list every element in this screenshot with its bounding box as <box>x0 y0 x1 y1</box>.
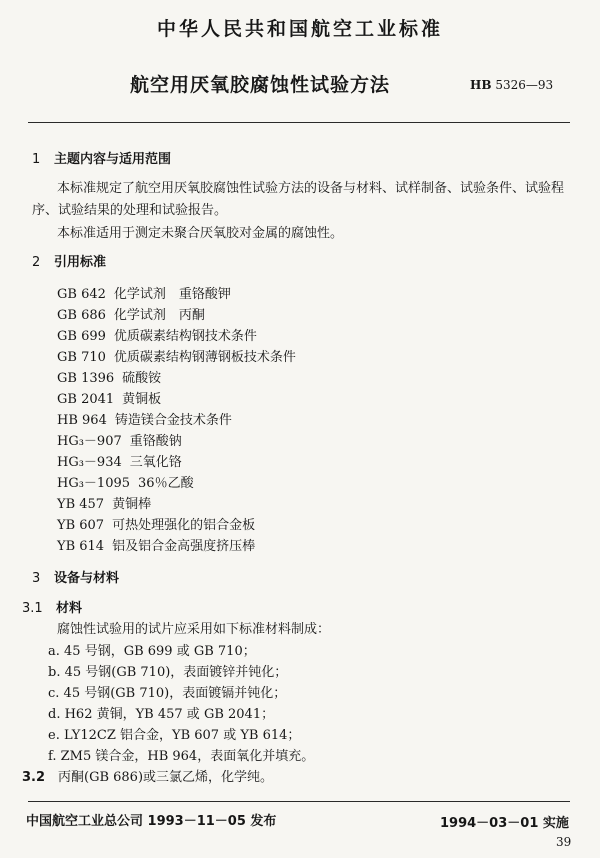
section-1-para-1-line-2: 序、试验结果的处理和试验报告。 <box>32 203 228 218</box>
material-item: c. 45 号钢(GB 710)，表面镀镉并钝化； <box>48 686 287 701</box>
header-rule <box>28 122 570 123</box>
section-2-heading <box>32 251 106 270</box>
reference-title: 黄铜棒 <box>112 497 152 512</box>
reference-code: GB 710 <box>57 350 106 365</box>
reference-code: YB 457 <box>57 497 105 512</box>
reference-item <box>57 451 182 470</box>
reference-title: 优质碳素结构钢薄钢板技术条件 <box>113 350 296 365</box>
reference-item <box>57 283 231 302</box>
reference-item <box>57 388 161 407</box>
material-item: e. LY12CZ 铝合金，YB 607 或 YB 614； <box>48 728 301 743</box>
reference-code: HB 964 <box>57 413 107 428</box>
reference-item <box>57 304 205 323</box>
reference-code: HG₃－934 <box>57 455 122 470</box>
section-3-heading <box>32 567 119 586</box>
material-item: f. ZM5 镁合金，HB 964，表面氧化并填充。 <box>48 749 315 764</box>
reference-item <box>57 430 182 449</box>
section-1-heading <box>32 148 171 167</box>
reference-item <box>57 409 232 428</box>
subsection-3-1-title: 材料 <box>56 601 83 616</box>
reference-code: GB 2041 <box>57 392 115 407</box>
reference-item <box>57 535 255 554</box>
reference-code: GB 642 <box>57 287 106 302</box>
section-3-number: 3 <box>32 571 41 586</box>
reference-title: 可热处理强化的铝合金板 <box>112 518 256 533</box>
section-1-para-1-line-1: 本标准规定了航空用厌氧胶腐蚀性试验方法的设备与材料、试样制备、试验条件、试验程 <box>57 181 565 196</box>
subsection-3-2 <box>22 766 273 785</box>
issuer-line: 中国航空工业总公司 1993－11－05 发布 <box>26 814 277 829</box>
subsection-3-2-text: 丙酮(GB 686)或三氯乙烯，化学纯。 <box>58 770 274 785</box>
effective-date: 1994－03－01 实施 <box>440 816 569 831</box>
document-title: 航空用厌氧胶腐蚀性试验方法 <box>130 74 391 96</box>
reference-title: 重铬酸钠 <box>129 434 182 449</box>
reference-title: 铸造镁合金技术条件 <box>114 413 232 428</box>
reference-title: 铝及铝合金高强度挤压棒 <box>112 539 256 554</box>
reference-title: 化学试剂 丙酮 <box>113 308 205 323</box>
section-1-number: 1 <box>32 152 41 167</box>
reference-code: YB 614 <box>57 539 105 554</box>
footer-rule <box>28 801 570 802</box>
reference-item <box>57 493 151 512</box>
subsection-3-1-number: 3.1 <box>22 601 43 616</box>
standard-code <box>470 78 553 92</box>
reference-title: 36％乙酸 <box>138 476 194 491</box>
reference-item <box>57 514 255 533</box>
reference-code: GB 1396 <box>57 371 115 386</box>
material-item: a. 45 号钢，GB 699 或 GB 710； <box>48 644 256 659</box>
subsection-3-2-number: 3.2 <box>22 770 46 785</box>
material-item: d. H62 黄铜，YB 457 或 GB 2041； <box>48 707 275 722</box>
reference-code: GB 686 <box>57 308 106 323</box>
reference-item <box>57 367 161 386</box>
reference-item <box>57 346 296 365</box>
section-2-title: 引用标准 <box>54 255 107 270</box>
reference-code: YB 607 <box>57 518 105 533</box>
standard-org-header: 中华人民共和国航空工业标准 <box>156 18 443 40</box>
reference-title: 三氧化铬 <box>129 455 182 470</box>
section-2-number: 2 <box>32 255 41 270</box>
material-item: b. 45 号钢(GB 710)，表面镀锌并钝化； <box>48 665 288 680</box>
subsection-3-1-heading <box>22 597 82 616</box>
reference-code: GB 699 <box>57 329 106 344</box>
reference-title: 优质碳素结构钢技术条件 <box>113 329 257 344</box>
reference-code: HG₃－1095 <box>57 476 131 491</box>
reference-title: 硫酸铵 <box>122 371 162 386</box>
reference-code: HG₃－907 <box>57 434 122 449</box>
reference-item <box>57 325 257 344</box>
section-3-title: 设备与材料 <box>54 571 120 586</box>
standard-code-prefix: HB <box>470 78 492 92</box>
subsection-3-1-intro: 腐蚀性试验用的试片应采用如下标准材料制成： <box>57 622 331 637</box>
section-1-para-2: 本标准适用于测定未聚合厌氧胶对金属的腐蚀性。 <box>57 226 344 241</box>
section-1-title: 主题内容与适用范围 <box>54 152 172 167</box>
page-number: 39 <box>556 835 572 849</box>
reference-item <box>57 472 194 491</box>
reference-title: 黄铜板 <box>122 392 162 407</box>
reference-title: 化学试剂 重铬酸钾 <box>113 287 231 302</box>
standard-code-number: 5326—93 <box>495 78 554 92</box>
